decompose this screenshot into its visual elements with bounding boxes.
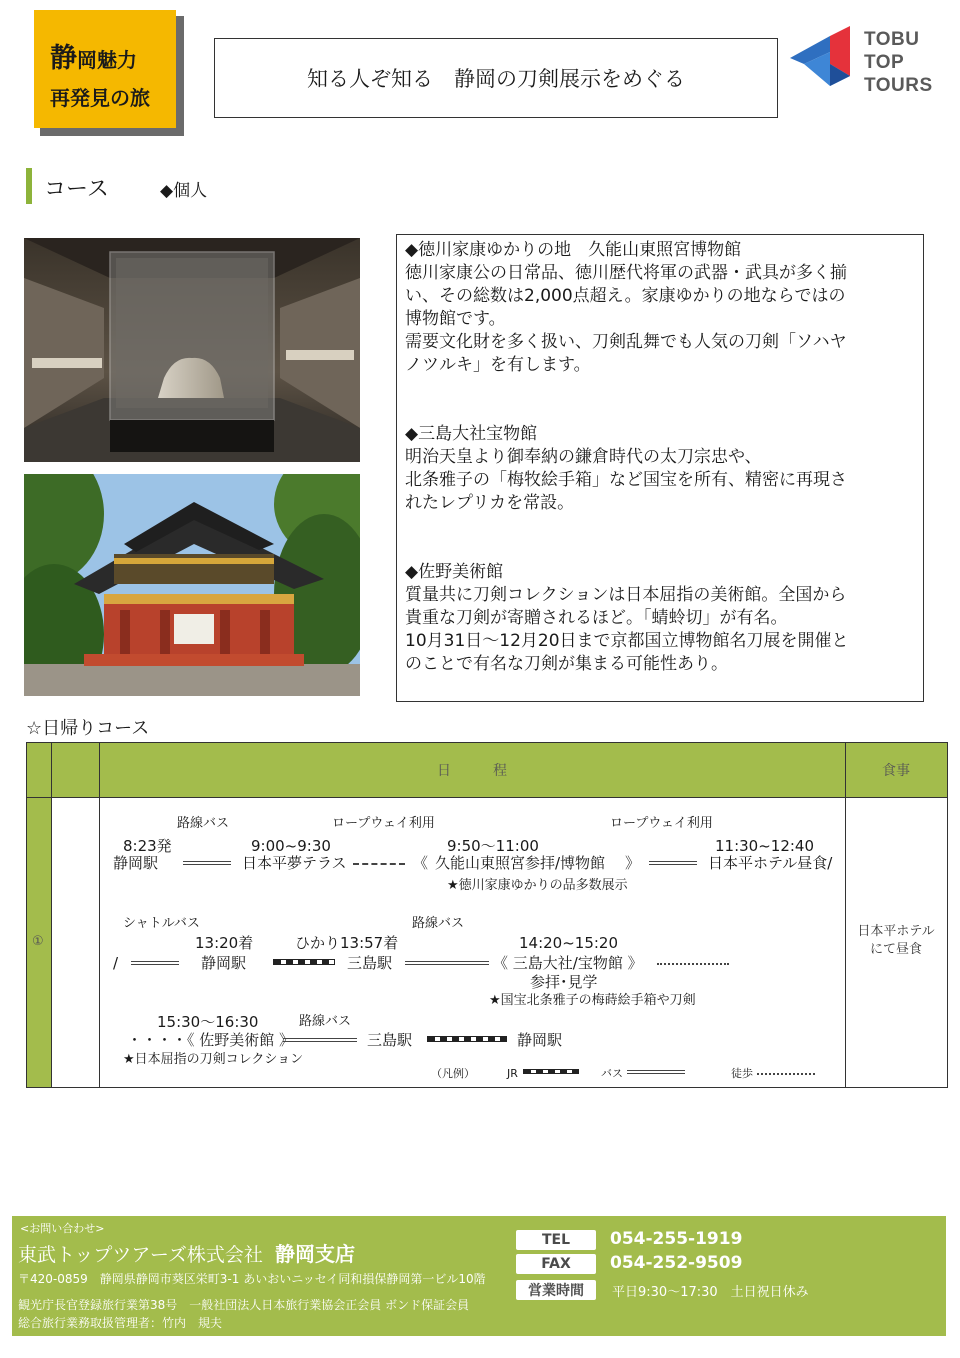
- ropeway-label: ロープウェイ利用: [332, 816, 435, 831]
- business-hours: 平日9:30～17:30 土日祝日休み: [612, 1285, 809, 1300]
- series-badge: [34, 10, 176, 128]
- branch-name: 静岡支店: [274, 1242, 355, 1266]
- address: 〒420-0859 静岡県静岡市葵区栄町3-1 あいおいニッセイ同和損保静岡第一ビル10階: [18, 1272, 486, 1286]
- slash: /: [113, 954, 119, 972]
- description-mishima: [405, 423, 911, 515]
- tel-label: TEL: [516, 1230, 596, 1250]
- place: 静岡駅: [517, 1031, 563, 1049]
- day-course-title: ☆日帰りコース: [26, 718, 150, 739]
- description-title: ◆徳川家康ゆかりの地 久能山東照宮博物館: [405, 240, 742, 260]
- time: ひかり13:57着: [295, 934, 399, 952]
- place: 三島駅: [367, 1031, 413, 1049]
- badge-line2: 再発見の旅: [50, 86, 150, 110]
- meal-header: 食事: [882, 763, 910, 779]
- ropeway-label: ロープウェイ利用: [610, 816, 713, 831]
- place: 久能山東照宮参拝/博物館: [435, 854, 606, 872]
- route-bus-label: 路線バス: [299, 1014, 352, 1029]
- description-box: [396, 234, 924, 702]
- time: 11:30~12:40: [715, 837, 815, 855]
- company-name: 東武トップツアーズ株式会社 静岡支店: [18, 1242, 355, 1266]
- license: 観光庁長官登録旅行業第38号 一般社団法人日本旅行業協会正会員 ボンド保証会員: [18, 1298, 470, 1312]
- note: ★国宝北条雅子の梅蒔絵手箱や刀剣: [489, 993, 696, 1008]
- shrine-photo: [24, 474, 360, 696]
- contact-label: <お問い合わせ>: [20, 1222, 105, 1235]
- time: 9:00~9:30: [251, 837, 331, 855]
- schedule-table: [26, 742, 948, 1088]
- section-accent-bar: [26, 168, 32, 204]
- course-type: ◆個人: [160, 181, 208, 201]
- jr-line: [273, 959, 335, 965]
- description-body: 質量共に刀剣コレクションは日本屈指の美術館。全国から 貴重な刀剣が寄贈されるほど。「蜻蛉切」が有名。 10月31日～12月20日まで京都国立博物館名刀展を開催と のことで有名な刀剣が集まる可能性あり。: [405, 585, 849, 674]
- logo-mark-icon: [790, 26, 864, 88]
- route-bus-label: 路線バス: [412, 916, 465, 931]
- description-kunozan: [405, 239, 911, 377]
- bus-line: [183, 861, 231, 865]
- place: 日本平夢テラス: [242, 854, 347, 872]
- bus-line: [405, 961, 489, 965]
- jr-line: [427, 1036, 507, 1042]
- schedule-header: 日 程: [437, 763, 507, 779]
- footer: [12, 1216, 946, 1336]
- legend-bus-line: [627, 1070, 685, 1074]
- company-logo: [790, 26, 940, 96]
- place: 三島駅: [347, 954, 393, 972]
- time: 8:23発: [123, 837, 172, 855]
- row-number: ①: [32, 934, 44, 949]
- legend-label: （凡例）: [431, 1067, 475, 1080]
- legend-jr-line: [523, 1069, 579, 1074]
- bracket: 《: [413, 854, 429, 872]
- legend-walk: 徒歩: [731, 1067, 753, 1080]
- description-title: ◆佐野美術館: [405, 562, 504, 582]
- description-body: 徳川家康公の日常品、徳川歴代将軍の武器・武具が多く揃 い、その総数は2,000点超え。家康ゆかりの地ならではの 博物館です。 需要文化財を多く扱い、刀剣乱舞でも人気の刀剣「ソハヤ ノツルキ」を有します。: [405, 263, 847, 375]
- fax-number: 054-252-9509: [610, 1253, 743, 1273]
- sub-activity: 参拝･見学: [530, 973, 598, 991]
- place: 静岡駅: [201, 954, 247, 972]
- row-number-column: [27, 743, 51, 1087]
- ropeway-line: [649, 861, 697, 865]
- route-bus-label: 路線バス: [177, 816, 230, 831]
- bracket: 》: [625, 854, 641, 872]
- bus-line: [283, 1038, 357, 1042]
- time: 13:20着: [195, 934, 254, 952]
- note: ★日本屈指の刀剣コレクション: [123, 1052, 304, 1067]
- time: 15:30～16:30: [157, 1013, 259, 1031]
- tel-number[interactable]: 054-255-1919: [610, 1229, 743, 1249]
- description-title: ◆三島大社宝物館: [405, 424, 538, 444]
- description-body: 明治天皇より御奉納の鎌倉時代の太刀宗忠や、 北条雅子の「梅牧絵手箱」など国宝を所有、精密に再現さ れたレプリカを常設。: [405, 447, 847, 513]
- bus-line: [131, 961, 179, 965]
- walk-line: [657, 963, 729, 965]
- logo-wordmark: TOBU TOP TOURS: [864, 29, 933, 96]
- fax-label: FAX: [516, 1254, 596, 1274]
- place: ・・・・《 佐野美術館 》: [127, 1031, 295, 1049]
- note: ★徳川家康ゆかりの品多数展示: [447, 878, 628, 893]
- place: 日本平ホテル昼食/: [708, 854, 833, 872]
- section-title: コース: [44, 177, 109, 202]
- legend-walk-line: [757, 1073, 815, 1075]
- hours-label: 営業時間: [516, 1280, 596, 1300]
- description-sano: [405, 561, 911, 676]
- meal-cell: 日本平ホテル にて昼食: [857, 924, 935, 957]
- manager: 総合旅行業務取扱管理者：竹内 規夫: [18, 1316, 223, 1330]
- place: 《 三島大社/宝物館 》: [493, 954, 643, 972]
- museum-photo: [24, 238, 360, 462]
- page-title: 知る人ぞ知る 静岡の刀剣展示をめぐる: [214, 38, 778, 118]
- legend-bus: バス: [601, 1067, 623, 1080]
- time: 14:20~15:20: [519, 934, 619, 952]
- time: 9:50～11:00: [447, 837, 539, 855]
- ropeway-line: [353, 863, 405, 865]
- shuttle-label: シャトルバス: [123, 916, 200, 931]
- badge-line1: 静岡魅力: [50, 43, 137, 74]
- place: 静岡駅: [113, 854, 159, 872]
- legend-jr: JR: [507, 1067, 518, 1080]
